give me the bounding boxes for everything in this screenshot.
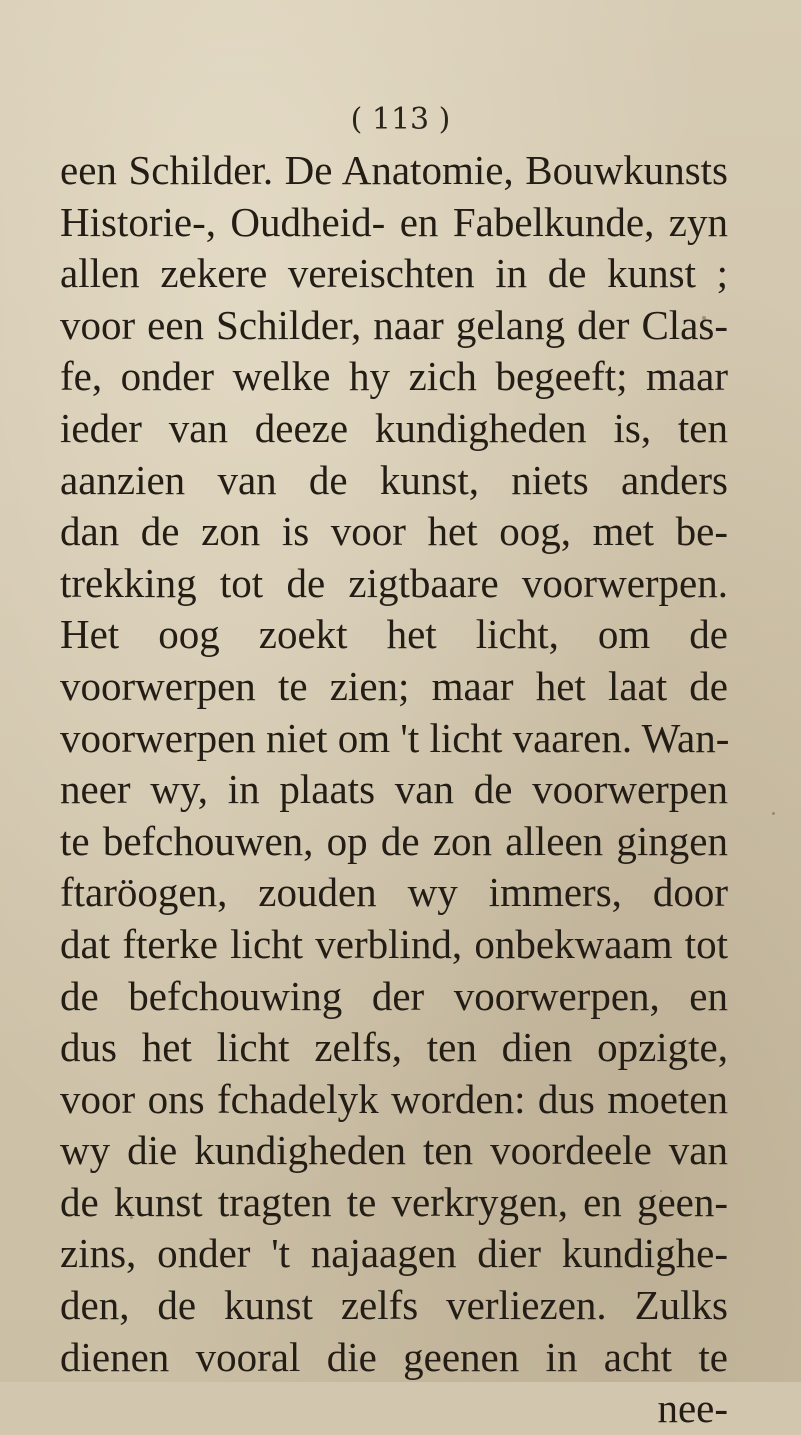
- text-line-7: aanzien van de kunst, niets anders: [60, 456, 728, 503]
- text-line-16: dat fterke licht verblind, onbekwaam tot: [60, 920, 728, 967]
- text-line-1: een Schilder. De Anatomie, Bouwkunsts: [60, 147, 728, 193]
- paper-speck: [702, 316, 706, 320]
- text-line-12: voorwerpen niet om 't licht vaaren. Wan-: [60, 714, 730, 761]
- text-line-5: fe, onder welke hy zich begeeft; maar: [60, 353, 728, 400]
- catchword: nee-: [657, 1385, 728, 1432]
- text-line-21: de kunst tragten te verkrygen, en geen-: [60, 1178, 728, 1225]
- text-line-11: voorwerpen te zien; maar het laat de: [60, 662, 728, 709]
- body-text: [60, 145, 728, 1435]
- text-line-24: dienen vooral die geenen in acht te: [60, 1333, 728, 1380]
- text-line-8: dan de zon is voor het oog, met be-: [60, 508, 728, 555]
- text-line-4: voor een Schilder, naar gelang der Clas-: [60, 301, 728, 348]
- text-line-6: ieder van deeze kundigheden is, ten: [60, 404, 728, 451]
- page-number: ( 113 ): [350, 102, 451, 137]
- paper-speck: [130, 1216, 133, 1219]
- text-line-9: trekking tot de zigtbaare voorwerpen.: [60, 559, 728, 606]
- text-line-15: ftaröogen, zouden wy immers, door: [60, 869, 728, 916]
- text-line-13: neer wy, in plaats van de voorwerpen: [60, 766, 728, 813]
- paper-speck: [660, 1190, 662, 1192]
- text-line-19: voor ons fchadelyk worden: dus moeten: [60, 1075, 728, 1122]
- text-line-18: dus het licht zelfs, ten dien opzigte,: [60, 1024, 728, 1071]
- text-line-10: Het oog zoekt het licht, om de: [60, 611, 728, 658]
- text-line-22: zins, onder 't najaagen dier kundighe-: [60, 1230, 728, 1277]
- paper-speck: [772, 812, 775, 815]
- text-line-20: wy die kundigheden ten voordeele van: [60, 1127, 728, 1174]
- text-line-2: Historie-, Oudheid- en Fabelkunde, zyn: [60, 198, 728, 245]
- text-line-3: allen zekere vereischten in de kunst ;: [60, 250, 728, 297]
- text-line-23: den, de kunst zelfs verliezen. Zulks: [60, 1282, 728, 1329]
- text-line-14: te befchouwen, op de zon alleen gingen: [60, 817, 728, 864]
- text-line-17: de befchouwing der voorwerpen, en: [60, 972, 728, 1019]
